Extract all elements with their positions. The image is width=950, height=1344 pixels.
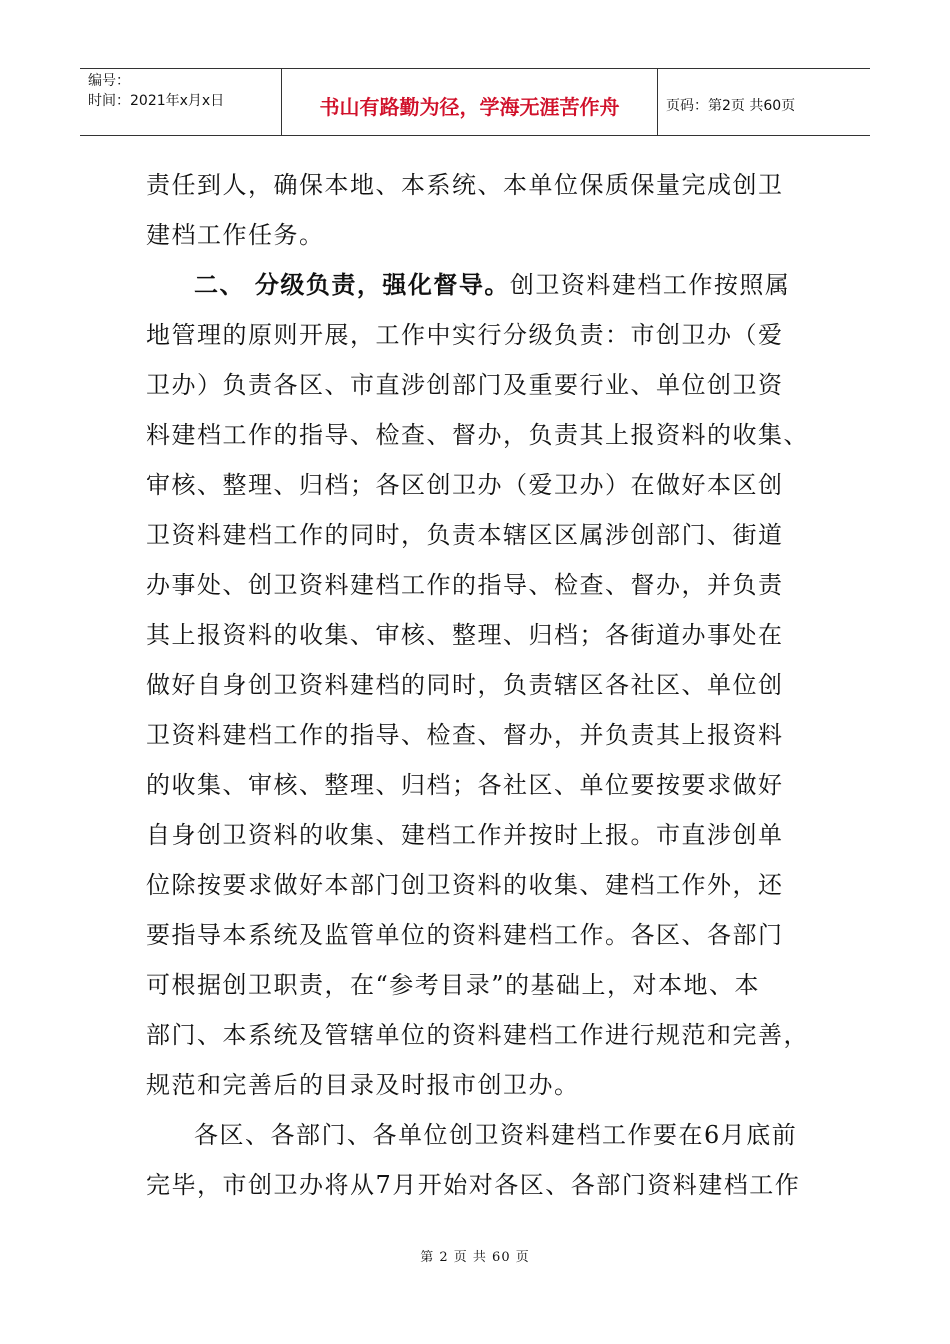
section-first-text: 创卫资料建档工作按照属: [509, 271, 791, 299]
text-line: 位除按要求做好本部门创卫资料的收集、建档工作外，还: [146, 871, 784, 899]
document-body: [146, 160, 809, 1210]
text-line: 要指导本系统及监管单位的资料建档工作。各区、各部门: [146, 921, 784, 949]
text-line: 审核、整理、归档；各区创卫办（爱卫办）在做好本区创: [146, 471, 784, 499]
text-line: 部门、本系统及管辖单位的资料建档工作进行规范和完善，: [146, 1021, 809, 1049]
text-line: 建档工作任务。: [146, 221, 325, 249]
header-page-info: 页码：第2页 共60页: [666, 98, 796, 114]
text-line: 责任到人，确保本地、本系统、本单位保质保量完成创卫: [146, 171, 784, 199]
section-first-line: [146, 260, 806, 310]
text-line: 完毕，市创卫办将从7月开始对各区、各部门资料建档工作: [146, 1171, 801, 1199]
section-heading: 二、 分级负责，强化督导。: [194, 270, 510, 299]
text-line: 料建档工作的指导、检查、督办，负责其上报资料的收集、: [146, 421, 809, 449]
page-footer: 第 2 页 共 60 页: [420, 1250, 530, 1265]
text-line: 自身创卫资料的收集、建档工作并按时上报。市直涉创单: [146, 821, 784, 849]
header-motto: 书山有路勤为径，学海无涯苦作舟: [282, 69, 658, 135]
text-line: 的收集、审核、整理、归档；各社区、单位要按要求做好: [146, 771, 784, 799]
document-number-label: 编号：: [88, 73, 130, 89]
text-line: 其上报资料的收集、审核、整理、归档；各街道办事处在: [146, 621, 784, 649]
text-line: 地管理的原则开展，工作中实行分级负责：市创卫办（爱: [146, 321, 784, 349]
text-line: 卫资料建档工作的同时，负责本辖区区属涉创部门、街道: [146, 521, 784, 549]
text-line: 卫办）负责各区、市直涉创部门及重要行业、单位创卫资: [146, 371, 784, 399]
paragraph-first-line: 各区、各部门、各单位创卫资料建档工作要在6月底前: [194, 1121, 798, 1149]
text-line: 规范和完善后的目录及时报市创卫办。: [146, 1071, 580, 1099]
header-meta: [80, 69, 282, 135]
text-line: 卫资料建档工作的指导、检查、督办，并负责其上报资料: [146, 721, 784, 749]
document-date: 时间：2021年x月x日: [88, 93, 225, 109]
page-header: [80, 68, 870, 136]
text-line: 办事处、创卫资料建档工作的指导、检查、督办，并负责: [146, 571, 784, 599]
text-line: 做好自身创卫资料建档的同时，负责辖区各社区、单位创: [146, 671, 784, 699]
text-line: 可根据创卫职责，在“参考目录”的基础上，对本地、本: [146, 971, 761, 999]
